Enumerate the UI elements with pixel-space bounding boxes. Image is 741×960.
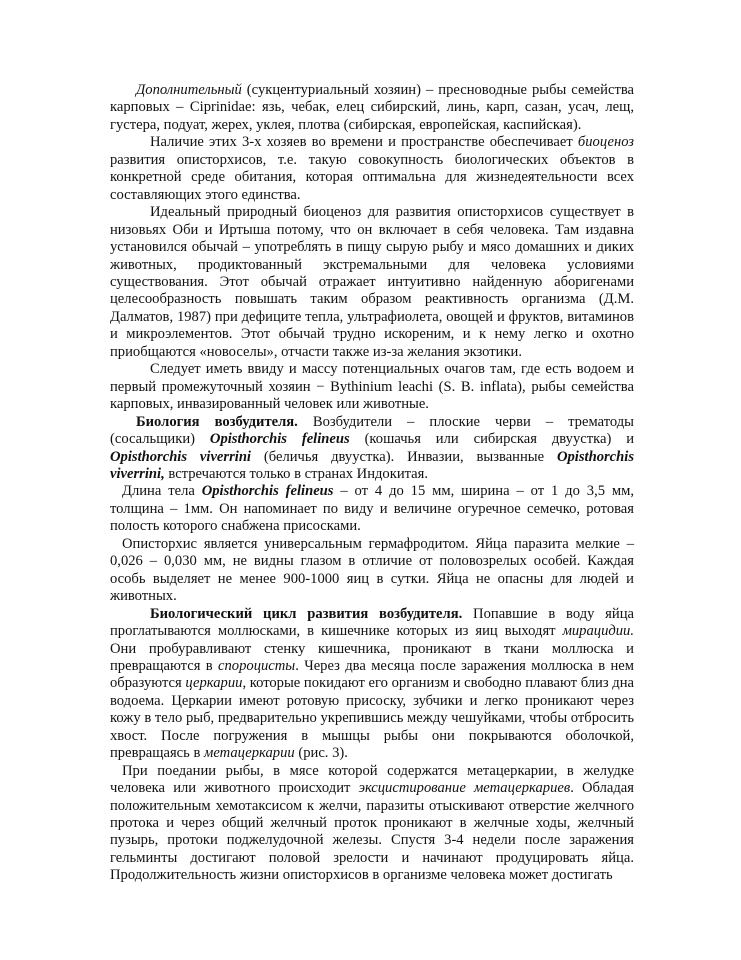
text-run: (беличья двуустка). Инвазии, вызванные (251, 448, 557, 465)
species-name: Opisthorchis viverrini, (110, 448, 634, 482)
text-run: (кошачья или сибирская двуустка) и (349, 431, 635, 448)
text-run: . Обладая положительным хемотаксисом к желчи, паразиты отыскивают отверстие желчного протока и через общий желчный проток проникают в желчные ходы, желчный пузырь, протоки поджелудочной железы. Спустя 3-4 недели после заражения гельминты достигают половой зрелости и начинают продуцировать яйца. Продолжительность жизни описторхисов в организме человека может достигать (110, 780, 634, 884)
term-cercariae: церкарии (185, 675, 243, 692)
text-run: встречаются только в странах Индокитая. (164, 465, 429, 482)
text-run: развития описторхисов, т.е. такую совокупность биологических объектов в конкретной среде обитания, которая оптимальна для жизнедеятельности всех составляющих этого единства. (110, 151, 634, 203)
text-run: Они пробуравливают стенку кишечника, проникают в ткани моллюска и превращаются в (110, 640, 634, 674)
text-run: Возбудители – плоские черви – трематоды (сосальщики) (110, 413, 634, 448)
paragraph-ideal-biocenosis: Идеальный природный биоценоз для развития описторхисов существует в низовьях Оби и Иртыша потому, что он включает в себя человека. Там издавна установился обычай – употреблять в пищу сырую рыбу и мясо домашних и диких животных, продиктованный экстремальными для человека условиями существования. Этот обычай отражает интуитивно найденную аборигенами целесообразность повышать таким образом реактивность организма (Д.М. Далматов, 1987) при дефиците тепла, ультрафиолета, овощей и фруктов, витаминов и микроэлементов. Этот обычай трудно искореним, и к нему легко и охотно приобщаются «новоселы», отчасти также из-за желания экзотики. (110, 204, 634, 360)
paragraph-pathogen-biology (110, 414, 634, 484)
term-additional: Дополнительный (136, 82, 242, 98)
term-biocenosis: биоценоз (577, 134, 634, 151)
term-sporocysts: спороцисты (218, 657, 296, 674)
paragraph-additional-host (110, 82, 634, 134)
species-name: Opisthorchis felineus (209, 431, 350, 448)
paragraph-hermaphrodite: Описторхис является универсальным гермафродитом. Яйца паразита мелкие – 0,026 – 0,030 мм, не видны глазом в отличие от половозрелых особей. Каждая особь выделяет не менее 900-1000 яиц в сутки. Яйца не опасны для людей и животных. (110, 535, 634, 605)
text-run: Длина тела (122, 483, 202, 500)
text-run: Наличие этих 3-х хозяев во времени и пространстве обеспечивает (150, 134, 578, 151)
paragraph-biocenosis (110, 134, 634, 204)
term-excystation: эксцистирование метацеркариев (358, 780, 571, 797)
paragraph-potential-foci: Следует иметь ввиду и массу потенциальных очагов там, где есть водоем и первый промежуточный хозяин − Bythinium leachi (S. B. inflata), рыбы семейства карповых, инвазированный человек или животные. (110, 361, 634, 413)
paragraph-infection (110, 763, 634, 885)
species-name: Opisthorchis felineus (201, 483, 334, 500)
text-run: – от 4 до 15 мм, ширина – от 1 до 3,5 мм, толщина – 1мм. Он напоминает по виду и величине огуречное семечко, ротовая полость которого снабжена присосками. (110, 483, 635, 535)
term-metacercariae: метацеркарии (204, 745, 295, 762)
species-name: Opisthorchis viverrini (110, 448, 251, 465)
text-run: При поедании рыбы, в мясе которой содержатся метацеркарии, в желудке человека или животного происходит (110, 762, 634, 797)
text-run: , которые покидают его организм и свободно плавают близ дна водоема. Церкарии имеют ротовую присоску, зубчики и легко проникают через кожу в тело рыб, предварительно укрепившись между чешуйками, чтобы отбросить хвост. После погружения в мышцы рыбы они покрываются оболочкой, превращаясь в (110, 675, 634, 762)
text-run: . Через два месяца после заражения моллюска в нем образуются (110, 657, 635, 692)
text-run: Попавшие в воду яйца проглатываются моллюсками, в кишечнике которых из яиц выходят (110, 605, 634, 640)
text-run: (рис. 3). (294, 745, 348, 762)
section-heading-biology: Биология возбудителя. (136, 413, 298, 430)
text-run: (сукцентуриальный хозяин) – пресноводные рыбы семейства карповых – Ciprinidae: язь, чебак, елец сибирский, линь, карп, сазан, усач, лещ, густера, подуат, жерех, уклея, плотва (сибирская, европейская, каспийская). (110, 82, 634, 133)
term-miracidia: мирацидии. (562, 623, 634, 640)
paragraph-life-cycle (110, 606, 634, 763)
section-heading-life-cycle: Биологический цикл развития возбудителя. (150, 605, 463, 622)
body-text (110, 82, 634, 885)
paragraph-body-size (110, 483, 634, 535)
